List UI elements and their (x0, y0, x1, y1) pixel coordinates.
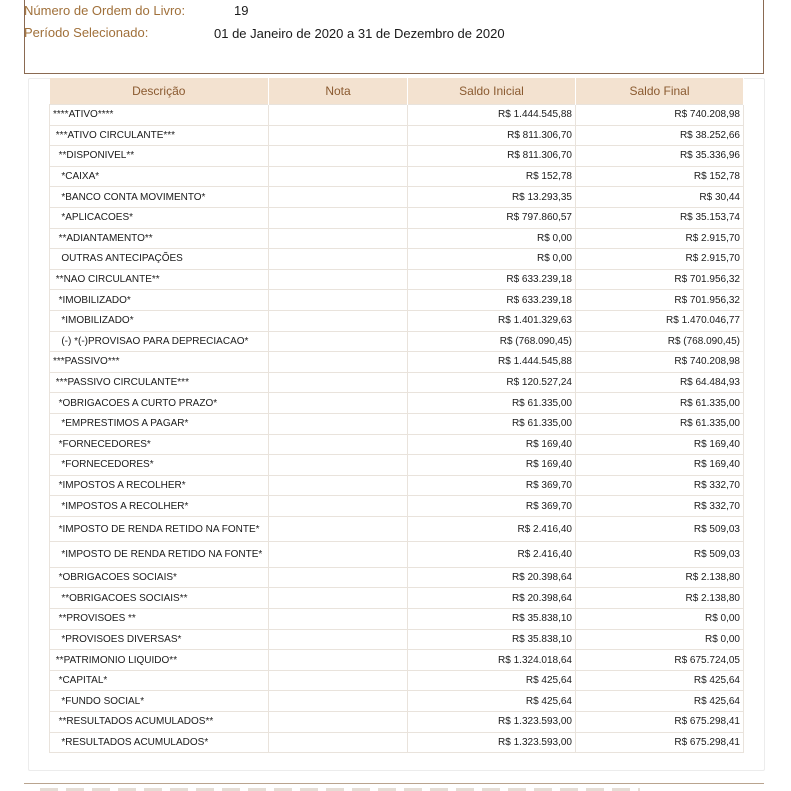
row-final-balance: R$ 675.298,41 (576, 712, 744, 733)
book-number-row (24, 3, 249, 18)
row-final-balance: R$ 1.470.046,77 (576, 310, 744, 331)
row-final-balance: R$ 425,64 (576, 691, 744, 712)
row-description: **ADIANTAMENTO** (50, 228, 269, 249)
table-row (50, 269, 744, 290)
row-initial-balance: R$ 811.306,70 (408, 125, 576, 146)
book-number-label: Número de Ordem do Livro: (24, 3, 186, 18)
row-description: *IMOBILIZADO* (50, 290, 269, 311)
row-initial-balance: R$ 20.398,64 (408, 588, 576, 609)
row-final-balance: R$ 169,40 (576, 434, 744, 455)
table-row (50, 187, 744, 208)
row-initial-balance: R$ 1.401.329,63 (408, 310, 576, 331)
row-note (269, 310, 408, 331)
row-initial-balance: R$ 169,40 (408, 455, 576, 476)
row-final-balance: R$ 701.956,32 (576, 290, 744, 311)
row-description: *IMOBILIZADO* (50, 310, 269, 331)
row-description: *EMPRESTIMOS A PAGAR* (50, 413, 269, 434)
row-final-balance: R$ (768.090,45) (576, 331, 744, 352)
row-initial-balance: R$ 1.324.018,64 (408, 650, 576, 671)
row-note (269, 516, 408, 542)
row-initial-balance: R$ 369,70 (408, 496, 576, 517)
table-row (50, 434, 744, 455)
table-row (50, 146, 744, 167)
row-initial-balance: R$ 169,40 (408, 434, 576, 455)
table-row (50, 455, 744, 476)
row-initial-balance: R$ 811.306,70 (408, 146, 576, 167)
row-description: *RESULTADOS ACUMULADOS* (50, 732, 269, 753)
row-final-balance: R$ 64.484,93 (576, 372, 744, 393)
row-final-balance: R$ 61.335,00 (576, 393, 744, 414)
row-final-balance: R$ 675.724,05 (576, 650, 744, 671)
row-description: **RESULTADOS ACUMULADOS** (50, 712, 269, 733)
row-note (269, 691, 408, 712)
row-initial-balance: R$ 0,00 (408, 249, 576, 270)
row-initial-balance: R$ 633.239,18 (408, 269, 576, 290)
period-label: Período Selecionado: (24, 25, 149, 40)
row-final-balance: R$ 0,00 (576, 629, 744, 650)
row-description: *IMPOSTO DE RENDA RETIDO NA FONTE* (50, 516, 269, 542)
table-row (50, 670, 744, 691)
row-description: ****ATIVO**** (50, 105, 269, 126)
row-final-balance: R$ 740.208,98 (576, 352, 744, 373)
table-row (50, 290, 744, 311)
row-note (269, 166, 408, 187)
table-row (50, 393, 744, 414)
row-note (269, 567, 408, 588)
row-initial-balance: R$ 61.335,00 (408, 393, 576, 414)
row-final-balance: R$ 35.153,74 (576, 207, 744, 228)
row-final-balance: R$ 169,40 (576, 455, 744, 476)
footer-divider (24, 783, 764, 784)
row-note (269, 455, 408, 476)
row-description: *CAIXA* (50, 166, 269, 187)
row-description: **NAO CIRCULANTE** (50, 269, 269, 290)
row-description: *BANCO CONTA MOVIMENTO* (50, 187, 269, 208)
row-description: **OBRIGACOES SOCIAIS** (50, 588, 269, 609)
row-description: **PATRIMONIO LIQUIDO** (50, 650, 269, 671)
row-description: *PROVISOES DIVERSAS* (50, 629, 269, 650)
table-row (50, 310, 744, 331)
row-initial-balance: R$ 1.323.593,00 (408, 712, 576, 733)
table-row (50, 650, 744, 671)
row-initial-balance: R$ 0,00 (408, 228, 576, 249)
table-row (50, 567, 744, 588)
table-row (50, 249, 744, 270)
row-description: *IMPOSTOS A RECOLHER* (50, 475, 269, 496)
table-row (50, 732, 744, 753)
row-final-balance: R$ 2.915,70 (576, 249, 744, 270)
table-row (50, 629, 744, 650)
row-note (269, 105, 408, 126)
table-row (50, 105, 744, 126)
row-initial-balance: R$ 120.527,24 (408, 372, 576, 393)
row-note (269, 125, 408, 146)
table-row (50, 125, 744, 146)
row-initial-balance: R$ 633.239,18 (408, 290, 576, 311)
table-row (50, 352, 744, 373)
row-description: *FORNECEDORES* (50, 434, 269, 455)
table-row (50, 331, 744, 352)
row-note (269, 732, 408, 753)
row-final-balance: R$ 509,03 (576, 542, 744, 568)
row-description: *OBRIGACOES SOCIAIS* (50, 567, 269, 588)
table-row (50, 609, 744, 630)
row-description: *FORNECEDORES* (50, 455, 269, 476)
row-note (269, 352, 408, 373)
row-note (269, 712, 408, 733)
row-description: ***PASSIVO CIRCULANTE*** (50, 372, 269, 393)
period-value: 01 de Janeiro de 2020 a 31 de Dezembro de 2020 (214, 26, 505, 41)
row-initial-balance: R$ 1.444.545,88 (408, 352, 576, 373)
row-note (269, 207, 408, 228)
row-final-balance: R$ 0,00 (576, 609, 744, 630)
row-description: ***PASSIVO*** (50, 352, 269, 373)
row-description: *FUNDO SOCIAL* (50, 691, 269, 712)
table-row (50, 228, 744, 249)
table-header-row (50, 78, 744, 105)
row-final-balance: R$ 675.298,41 (576, 732, 744, 753)
table-row (50, 516, 744, 542)
row-description: *CAPITAL* (50, 670, 269, 691)
row-final-balance: R$ 30,44 (576, 187, 744, 208)
row-final-balance: R$ 332,70 (576, 475, 744, 496)
row-note (269, 372, 408, 393)
row-final-balance: R$ 152,78 (576, 166, 744, 187)
table-row (50, 475, 744, 496)
table-row (50, 496, 744, 517)
table-row (50, 588, 744, 609)
row-description: OUTRAS ANTECIPAÇÕES (50, 249, 269, 270)
row-initial-balance: R$ 1.323.593,00 (408, 732, 576, 753)
row-initial-balance: R$ 369,70 (408, 475, 576, 496)
column-header-initial-balance[interactable]: Saldo Inicial (408, 78, 576, 105)
row-initial-balance: R$ 35.838,10 (408, 609, 576, 630)
row-initial-balance: R$ 61.335,00 (408, 413, 576, 434)
row-initial-balance: R$ 2.416,40 (408, 516, 576, 542)
row-description: (-) *(-)PROVISAO PARA DEPRECIACAO* (50, 331, 269, 352)
period-row (24, 25, 505, 41)
row-description: *OBRIGACOES A CURTO PRAZO* (50, 393, 269, 414)
row-note (269, 475, 408, 496)
book-number-value: 19 (234, 3, 249, 18)
column-header-note[interactable]: Nota (269, 78, 408, 105)
row-note (269, 269, 408, 290)
table-row (50, 372, 744, 393)
row-final-balance: R$ 2.138,80 (576, 588, 744, 609)
row-initial-balance: R$ 797.860,57 (408, 207, 576, 228)
row-final-balance: R$ 61.335,00 (576, 413, 744, 434)
row-final-balance: R$ 701.956,32 (576, 269, 744, 290)
column-header-description[interactable]: Descrição (50, 78, 269, 105)
row-final-balance: R$ 425,64 (576, 670, 744, 691)
row-final-balance: R$ 332,70 (576, 496, 744, 517)
row-description: *IMPOSTOS A RECOLHER* (50, 496, 269, 517)
table-row (50, 413, 744, 434)
column-header-final-balance[interactable]: Saldo Final (576, 78, 744, 105)
row-note (269, 228, 408, 249)
row-final-balance: R$ 35.336,96 (576, 146, 744, 167)
row-description: *IMPOSTO DE RENDA RETIDO NA FONTE* (50, 542, 269, 568)
row-initial-balance: R$ 13.293,35 (408, 187, 576, 208)
row-description: **DISPONIVEL** (50, 146, 269, 167)
table-row (50, 166, 744, 187)
row-initial-balance: R$ 20.398,64 (408, 567, 576, 588)
row-note (269, 187, 408, 208)
table-row (50, 542, 744, 568)
table-row (50, 207, 744, 228)
row-note (269, 629, 408, 650)
row-note (269, 331, 408, 352)
row-note (269, 146, 408, 167)
row-initial-balance: R$ 152,78 (408, 166, 576, 187)
row-note (269, 542, 408, 568)
row-final-balance: R$ 2.138,80 (576, 567, 744, 588)
row-final-balance: R$ 509,03 (576, 516, 744, 542)
row-description: **PROVISOES ** (50, 609, 269, 630)
row-note (269, 670, 408, 691)
balance-sheet-table (49, 78, 744, 753)
row-initial-balance: R$ 2.416,40 (408, 542, 576, 568)
row-note (269, 588, 408, 609)
row-note (269, 434, 408, 455)
row-final-balance: R$ 740.208,98 (576, 105, 744, 126)
row-note (269, 496, 408, 517)
row-final-balance: R$ 2.915,70 (576, 228, 744, 249)
row-description: ***ATIVO CIRCULANTE*** (50, 125, 269, 146)
row-note (269, 650, 408, 671)
row-description: *APLICACOES* (50, 207, 269, 228)
row-initial-balance: R$ 425,64 (408, 670, 576, 691)
table-row (50, 712, 744, 733)
row-initial-balance: R$ 425,64 (408, 691, 576, 712)
row-note (269, 249, 408, 270)
row-note (269, 290, 408, 311)
row-final-balance: R$ 38.252,66 (576, 125, 744, 146)
row-note (269, 609, 408, 630)
table-row (50, 691, 744, 712)
row-initial-balance: R$ 1.444.545,88 (408, 105, 576, 126)
row-initial-balance: R$ (768.090,45) (408, 331, 576, 352)
row-initial-balance: R$ 35.838,10 (408, 629, 576, 650)
row-note (269, 413, 408, 434)
row-note (269, 393, 408, 414)
